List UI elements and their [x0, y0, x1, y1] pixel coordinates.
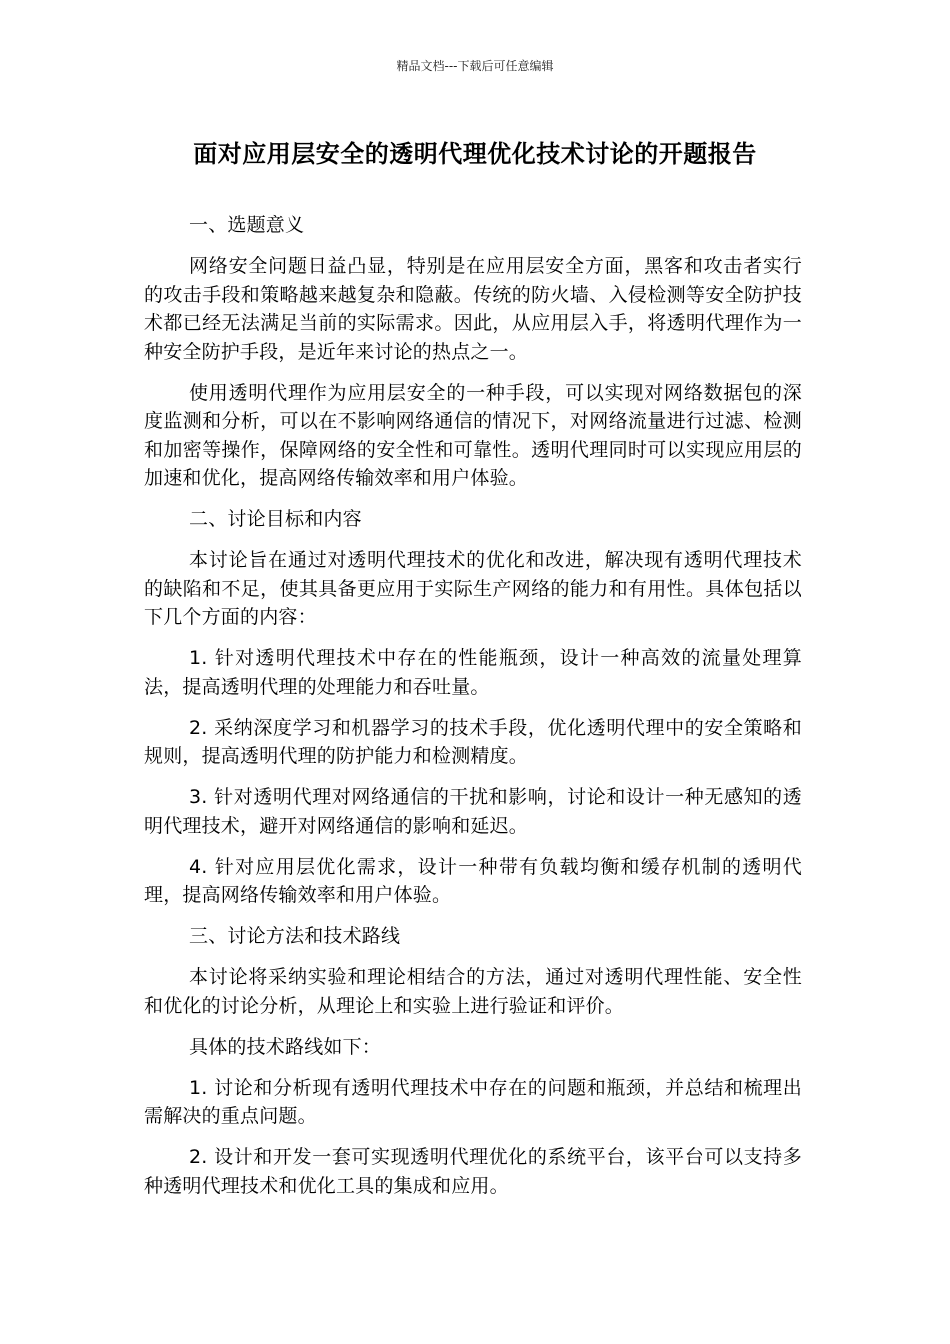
paragraph: 本讨论旨在通过对透明代理技术的优化和改进，解决现有透明代理技术的缺陷和不足，使其具备更应用于实际生产网络的能力和有用性。具体包括以下几个方面的内容：: [144, 549, 802, 628]
paragraph: 网络安全问题日益凸显，特别是在应用层安全方面，黑客和攻击者实行的攻击手段和策略越来越复杂和隐蔽。传统的防火墙、入侵检测等安全防护技术都已经无法满足当前的实际需求。因此，从应用层入手，将透明代理作为一种安全防护手段，是近年来讨论的热点之一。: [144, 255, 802, 363]
list-item: 1. 针对透明代理技术中存在的性能瓶颈，设计一种高效的流量处理算法，提高透明代理的处理能力和吞吐量。: [144, 647, 802, 698]
list-item: 2. 设计和开发一套可实现透明代理优化的系统平台，该平台可以支持多种透明代理技术和优化工具的集成和应用。: [144, 1146, 802, 1197]
page-header: 精品文档---下载后可任意编辑: [396, 59, 554, 73]
paragraph: 使用透明代理作为应用层安全的一种手段，可以实现对网络数据包的深度监测和分析，可以在不影响网络通信的情况下，对网络流量进行过滤、检测和加密等操作，保障网络的安全性和可靠性。透明代理同时可以实现应用层的加速和优化，提高网络传输效率和用户体验。: [144, 381, 802, 489]
document-body: [144, 211, 802, 1213]
list-item: 3. 针对透明代理对网络通信的干扰和影响，讨论和设计一种无感知的透明代理技术，避开对网络通信的影响和延迟。: [144, 786, 802, 837]
paragraph: 具体的技术路线如下：: [189, 1035, 382, 1058]
document-title: 面对应用层安全的透明代理优化技术讨论的开题报告: [193, 140, 757, 168]
section-heading-3: 三、讨论方法和技术路线: [189, 925, 401, 947]
list-item: 2. 采纳深度学习和机器学习的技术手段，优化透明代理中的安全策略和规则，提高透明代理的防护能力和检测精度。: [144, 716, 802, 767]
section-heading-1: 一、选题意义: [189, 214, 305, 236]
list-item: 1. 讨论和分析现有透明代理技术中存在的问题和瓶颈，并总结和梳理出需解决的重点问题。: [144, 1076, 802, 1127]
paragraph: 本讨论将采纳实验和理论相结合的方法，通过对透明代理性能、安全性和优化的讨论分析，从理论上和实验上进行验证和评价。: [144, 966, 802, 1017]
section-heading-2: 二、讨论目标和内容: [189, 508, 362, 530]
list-item: 4. 针对应用层优化需求，设计一种带有负载均衡和缓存机制的透明代理，提高网络传输效率和用户体验。: [144, 855, 802, 906]
